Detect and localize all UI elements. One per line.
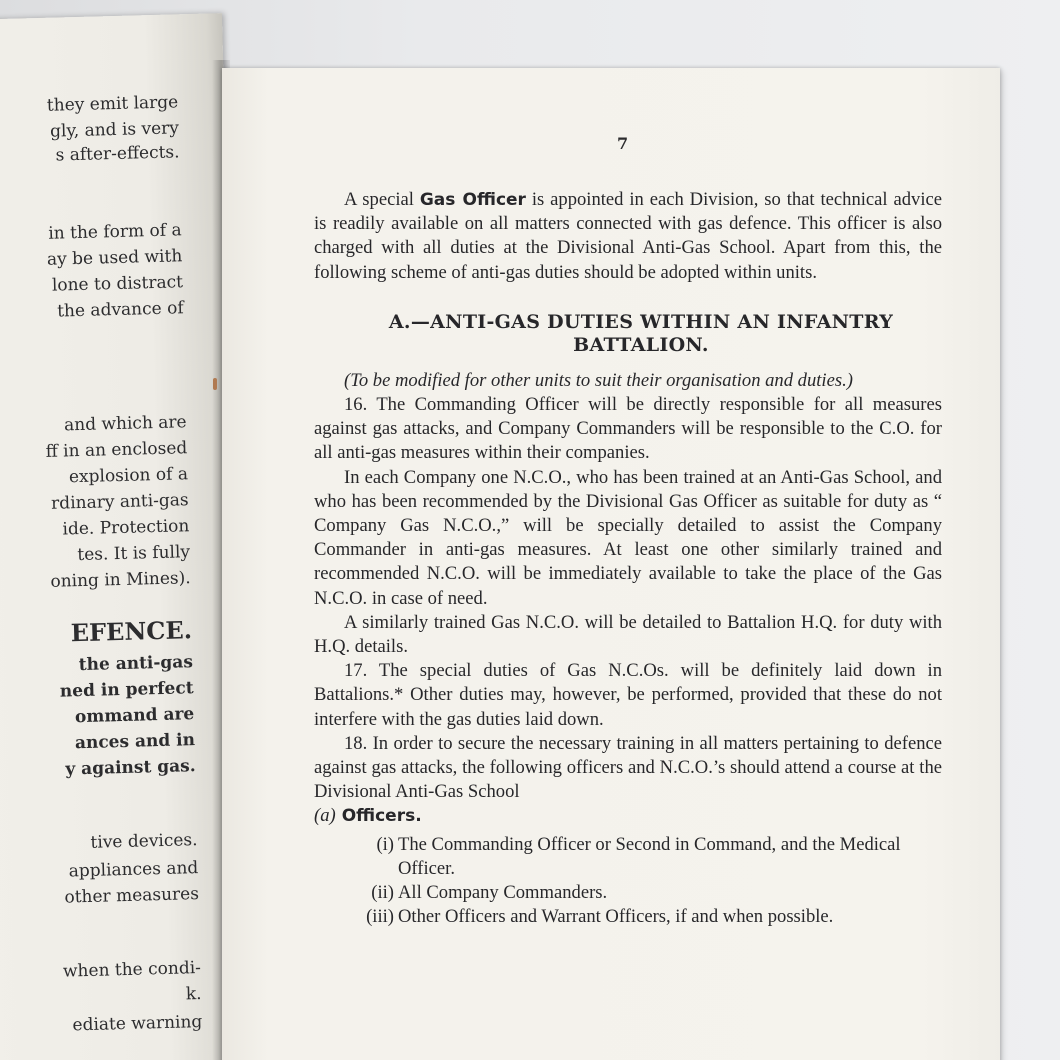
list-item-text: The Commanding Officer or Second in Command, and the Medical Officer.: [398, 833, 901, 879]
left-page-line: the anti-gas: [78, 652, 194, 676]
list-item: [314, 881, 942, 905]
officers-heading: [314, 804, 942, 828]
officers-title: Officers.: [341, 806, 422, 827]
section-heading-line-1: A.—ANTI-GAS DUTIES WITHIN AN INFANTRY: [388, 310, 894, 333]
section-heading-line-2: BATTALION.: [573, 333, 709, 356]
left-page-line: k.: [185, 984, 202, 1005]
list-item-number: (iii): [366, 906, 394, 928]
left-page-line: appliances and: [68, 858, 199, 882]
intro-paragraph: [314, 188, 942, 285]
page-body: [314, 188, 942, 929]
left-page-line: y against gas.: [65, 756, 196, 780]
left-page-line: EFENCE.: [70, 615, 193, 648]
left-page-line: the advance of: [56, 298, 184, 322]
left-page-line: s after-effects.: [55, 142, 180, 166]
officers-list: [314, 833, 942, 930]
left-page-line: ances and in: [74, 730, 196, 754]
left-page-line: oning in Mines).: [50, 568, 191, 592]
paragraph-16-company-nco: In each Company one N.C.O., who has been trained at an Anti-Gas School, and who has been recommended by the Divisional Gas Officer as suitable for duty as “ Company Gas N.C.O.,” will be specially detailed to assist the Company Commander in anti-gas measures. At least one other similarly trained and recommended N.C.O. will be immediately available to take the place of the Gas N.C.O. in case of need.: [314, 466, 942, 609]
left-page-line: when the condi-: [62, 958, 202, 982]
intro-after: is appointed in each Division, so that technical advice is readily available on all matters connected with gas defence. This officer is also charged with all duties at the Divisional Anti-Gas School. Apart from this, the following scheme of anti-gas duties should be adopted within units.: [314, 189, 942, 283]
left-page-line: explosion of a: [68, 464, 189, 488]
left-page-line: ned in perfect: [59, 678, 194, 702]
staple-rust-spot: [213, 378, 217, 390]
section-heading: [314, 311, 942, 357]
paragraph-16: 16. The Commanding Officer will be directly responsible for all measures against gas attacks, and Company Commanders will be responsible to the C.O. for all anti-gas measures within their companies.: [314, 394, 942, 464]
right-page: [222, 68, 1000, 1060]
list-item-number: (ii): [371, 882, 394, 904]
left-page-line: ay be used with: [46, 246, 183, 270]
list-item-text: Other Officers and Warrant Officers, if and when possible.: [398, 906, 834, 928]
paragraph-17: 17. The special duties of Gas N.C.Os. will be definitely laid down in Battalions.* Other duties may, however, be performed, provided that these do not interfere with the gas duties laid down.: [314, 660, 942, 730]
page-number: 7: [617, 134, 629, 153]
list-item-text: All Company Commanders.: [398, 882, 608, 904]
paragraph-16-battalion-hq: A similarly trained Gas N.C.O. will be detailed to Battalion H.Q. for duty with H.Q. details.: [314, 611, 942, 658]
paragraph-18: 18. In order to secure the necessary training in all matters pertaining to defence against gas attacks, the following officers and N.C.O.’s should attend a course at the Divisional Anti-Gas School: [314, 732, 942, 803]
gas-officer-term: Gas Officer: [419, 190, 526, 210]
left-page-line: gly, and is very: [49, 118, 180, 142]
left-page-line: ommand are: [74, 704, 195, 728]
left-page-line: tes. It is fully: [77, 542, 191, 566]
officers-label: (a): [314, 805, 336, 827]
list-item: [314, 905, 942, 929]
left-page-line: ediate warning: [72, 1012, 203, 1036]
left-page-text: [0, 14, 203, 1036]
intro-before: A special: [344, 189, 420, 210]
left-page-line: in the form of a: [48, 220, 182, 244]
list-item-number: (i): [376, 833, 394, 855]
left-page-line: rdinary anti-gas: [50, 490, 189, 514]
left-page-line: other measures: [64, 884, 200, 908]
left-page-line: lone to distract: [51, 272, 184, 296]
left-page-line: ide. Protection: [62, 516, 190, 540]
left-page-line: and which are: [63, 412, 187, 436]
modification-note: (To be modified for other units to suit their organisation and duties.): [344, 369, 853, 391]
list-item: [314, 833, 942, 881]
left-page-line: they emit large: [46, 92, 179, 116]
left-page-line: tive devices.: [90, 830, 198, 853]
left-page-line: ff in an enclosed: [45, 438, 188, 462]
